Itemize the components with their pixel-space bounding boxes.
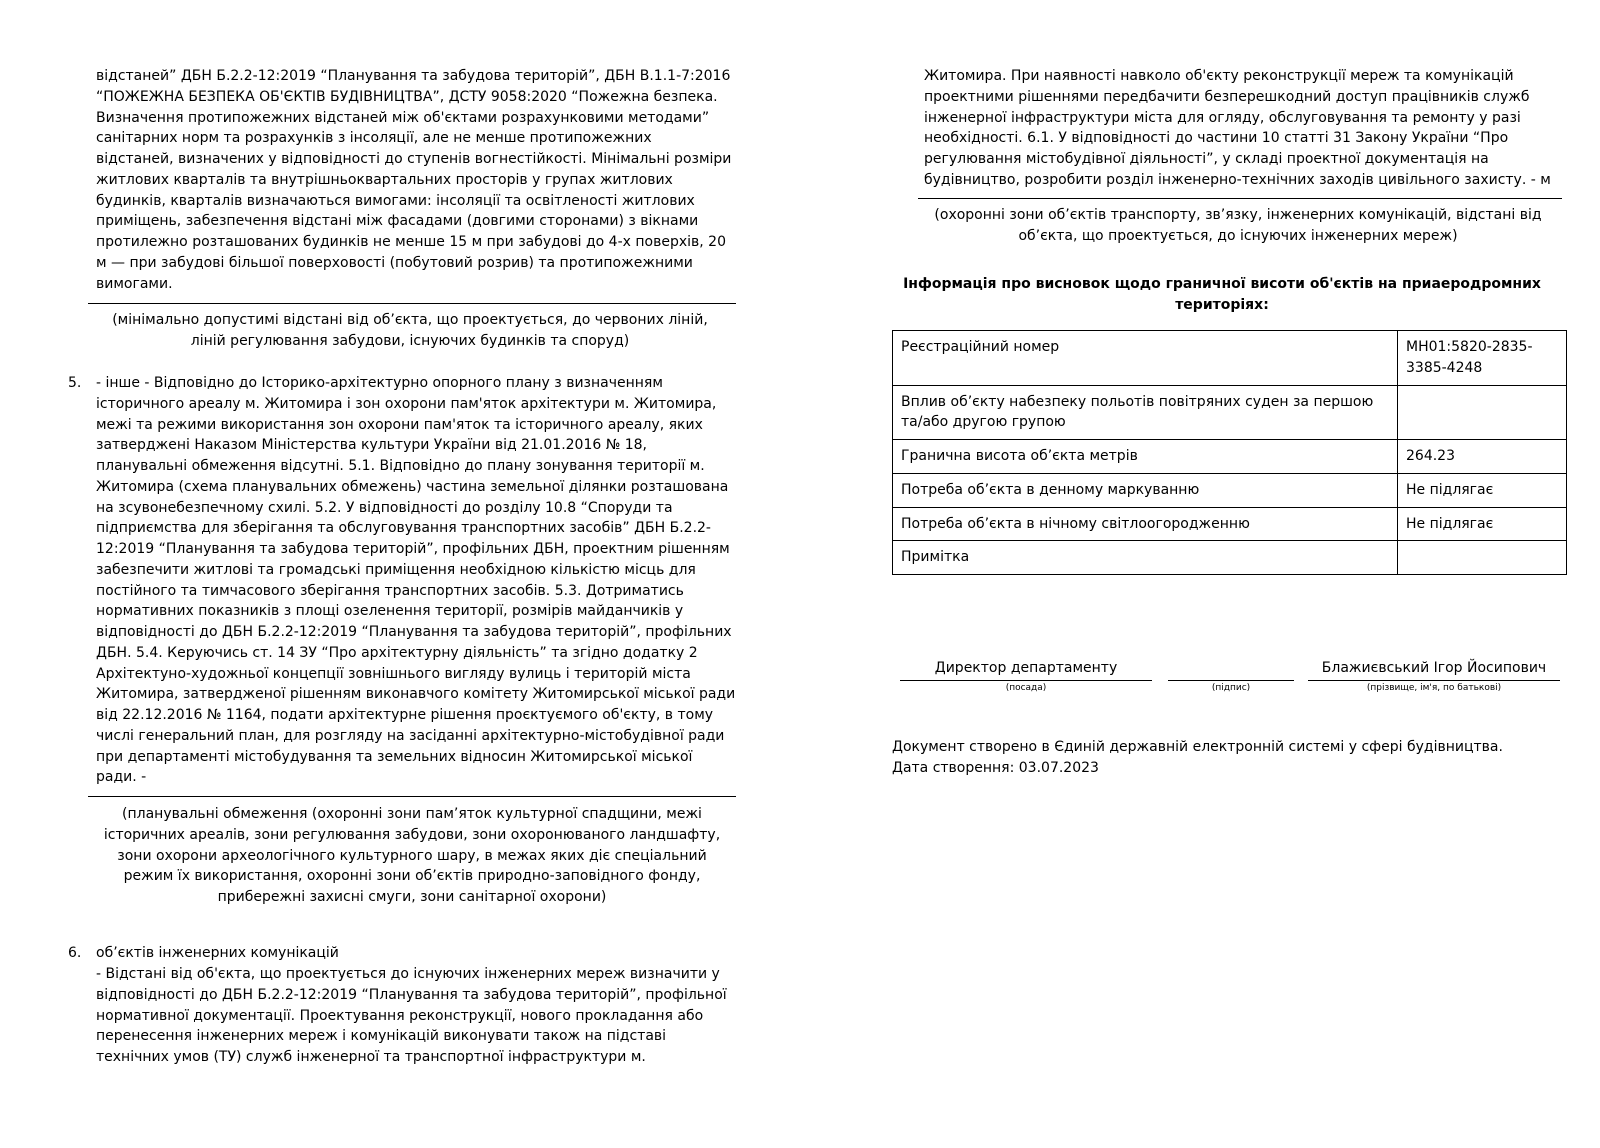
signature-position-caption: (посада) xyxy=(1005,683,1047,693)
signature-position-line xyxy=(900,680,1152,681)
signature-name-line xyxy=(1308,680,1560,681)
table-cell-value: Не підлягає xyxy=(1398,473,1567,507)
table-cell-label: Примітка xyxy=(893,541,1398,575)
table-cell-value: МН01:5820-2835-3385-4248 xyxy=(1398,331,1567,386)
table-cell-label: Потреба об’єкта в денному маркуванню xyxy=(893,473,1398,507)
footer-creation-date: Дата створення: 03.07.2023 xyxy=(892,760,1099,776)
right-paragraph-top: Житомира. При наявності навколо об'єкту реконструкції мереж та комунікацій проектними рішеннями передбачити безперешкодний доступ працівників служб інженерної інфраструктури міста для огляду, обслуговування та ремонту у разі необхідності. 6.1. У відповідності до частини 10 статті 31 Закону України “Про регулювання містобудівної діяльності”, у складі проектної документація на будівництво, розробити розділ інженерно-технічних заходів цивільного захисту. - м xyxy=(924,68,1551,188)
aerodrome-section-title: Інформація про висновок щодо граничної висоти об'єктів на приаеродромних територіях: xyxy=(903,276,1541,313)
divider-1 xyxy=(88,303,736,304)
table-cell-label: Реєстраційний номер xyxy=(893,331,1398,386)
signature-line xyxy=(1168,680,1294,681)
item-6-heading: об’єктів інженерних комунікацій xyxy=(96,945,339,961)
caption-planning-restrictions: (планувальні обмеження (охоронні зони пам’яток культурної спадщини, межі історичних ареалів, зони регулювання забудови, зони охоронюваного ландшафту, зони охорони археологічного культурного шару, в межах яких діє спеціальний режим їх використання, охоронні зони об’єктів природно-заповідного фонду, прибережні захисні смуги, зони санітарної охорони) xyxy=(103,806,721,905)
footer-system-note: Документ створено в Єдиній державній електронній системі у сфері будівництва. xyxy=(892,739,1503,755)
table-cell-label: Гранична висота об’єкта метрів xyxy=(893,440,1398,474)
caption-distances: (мінімально допустимі відстані від об’єкта, що проектується, до червоних ліній, ліній регулювання забудови, існуючих будинків та споруд) xyxy=(112,312,708,349)
table-cell-value xyxy=(1398,541,1567,575)
caption-engineering-zones: (охоронні зони об’єктів транспорту, зв’язку, інженерних комунікацій, відстані від об’єкта, що проектується, до існуючих інженерних мереж) xyxy=(934,207,1542,244)
table-row xyxy=(893,440,1567,474)
table-row xyxy=(893,507,1567,541)
signature-name: Блажиєвський Ігор Йосипович xyxy=(1321,660,1547,676)
table-cell-value: 264.23 xyxy=(1398,440,1567,474)
table-cell-value xyxy=(1398,385,1567,440)
signature-position: Директор департаменту xyxy=(934,660,1118,676)
divider-3 xyxy=(918,198,1562,199)
signature-caption: (підпис) xyxy=(1211,683,1251,693)
item-6-number: 6. xyxy=(68,945,82,961)
table-row xyxy=(893,385,1567,440)
table-row xyxy=(893,473,1567,507)
left-paragraph-top: відстаней” ДБН Б.2.2-12:2019 “Планування та забудова територій”, ДБН В.1.1-7:2016 “ПОЖЕЖНА БЕЗПЕКА ОБ'ЄКТІВ БУДІВНИЦТВА”, ДСТУ 9058:2020 “Пожежна безпека. Визначення протипожежних відстаней між об'єктами розрахунковими методами” санітарних норм та розрахунків з інсоляції, але не менше протипожежних відстаней, визначених у відповідності до ступенів вогнестійкості. Мінімальні розміри житлових кварталів та внутрішньоквартальних просторів у групах житлових будинків, кварталів визначаються вимогами: інсоляції та освітленості житлових приміщень, забезпечення відстані між фасадами (довгими сторонами) з вікнами протилежно розташованих будинків не менше 15 м при забудові до 4-х поверхів, 20 м — при забудові більшої поверховості (побутовий розрив) та протипожежними вимогами. xyxy=(96,68,732,292)
signature-name-caption: (прізвище, ім'я, по батькові) xyxy=(1366,683,1502,693)
item-5-number: 5. xyxy=(68,375,82,391)
table-row xyxy=(893,331,1567,386)
aerodrome-info-table xyxy=(892,330,1567,575)
table-cell-label: Потреба об’єкта в нічному світлоогородженню xyxy=(893,507,1398,541)
table-row xyxy=(893,541,1567,575)
table-cell-value: Не підлягає xyxy=(1398,507,1567,541)
divider-2 xyxy=(88,796,736,797)
table-cell-label: Вплив об’єкту набезпеку польотів повітряних суден за першою та/або другою групою xyxy=(893,385,1398,440)
item-5-text: - інше - Відповідно до Історико-архітектурно опорного плану з визначенням історичного ареалу м. Житомира і зон охорони пам'яток архітектури м. Житомира, межі та режими використання зон охорони пам'яток та історичного ареалу, яких затверджені Наказом Міністерства культури України від 21.01.2016 № 18, планувальні обмеження відсутні. 5.1. Відповідно до плану зонування території м. Житомира (схема планувальних обмежень) частина земельної ділянки розташована на зсувонебезпечному схилі. 5.2. У відповідності до розділу 10.8 “Споруди та підприємства для зберігання та обслуговування транспортних засобів” ДБН Б.2.2-12:2019 “Планування та забудова територій”, профільних ДБН, проектним рішенням забезпечити житлові та громадські приміщення необхідною кількістю місць для постійного та тимчасового зберігання транспортних засобів. 5.3. Дотриматись нормативних показників з площі озеленення території, розмірів майданчиків у відповідності до ДБН Б.2.2-12:2019 “Планування та забудова територій”, профільних ДБН. 5.4. Керуючись ст. 14 ЗУ “Про архітектурну діяльність” та згідно додатку 2 Архітектуно-художньої концепції зовнішнього вигляду вулиць і територій міста Житомира, затвердженої рішенням виконавчого комітету Житомирської міської ради від 22.12.2016 № 1164, подати архітектурне рішення проєктуємого об'єкту, в тому числі генеральний план, для розгляду на засіданні архітектурно-містобудівної ради при департаменті містобудування та земельних відносин Житомирської міської ради. - xyxy=(96,375,736,786)
item-6-text: - Відстані від об'єкта, що проектується до існуючих інженерних мереж визначити у відповідності до ДБН Б.2.2-12:2019 “Планування та забудова територій”, профільної нормативної документації. Проектування реконструкції, нового прокладання або перенесення інженерних мереж і комунікацій виконувати також на підставі технічних умов (ТУ) служб інженерної та транспортної інфраструктури м. xyxy=(96,966,727,1065)
